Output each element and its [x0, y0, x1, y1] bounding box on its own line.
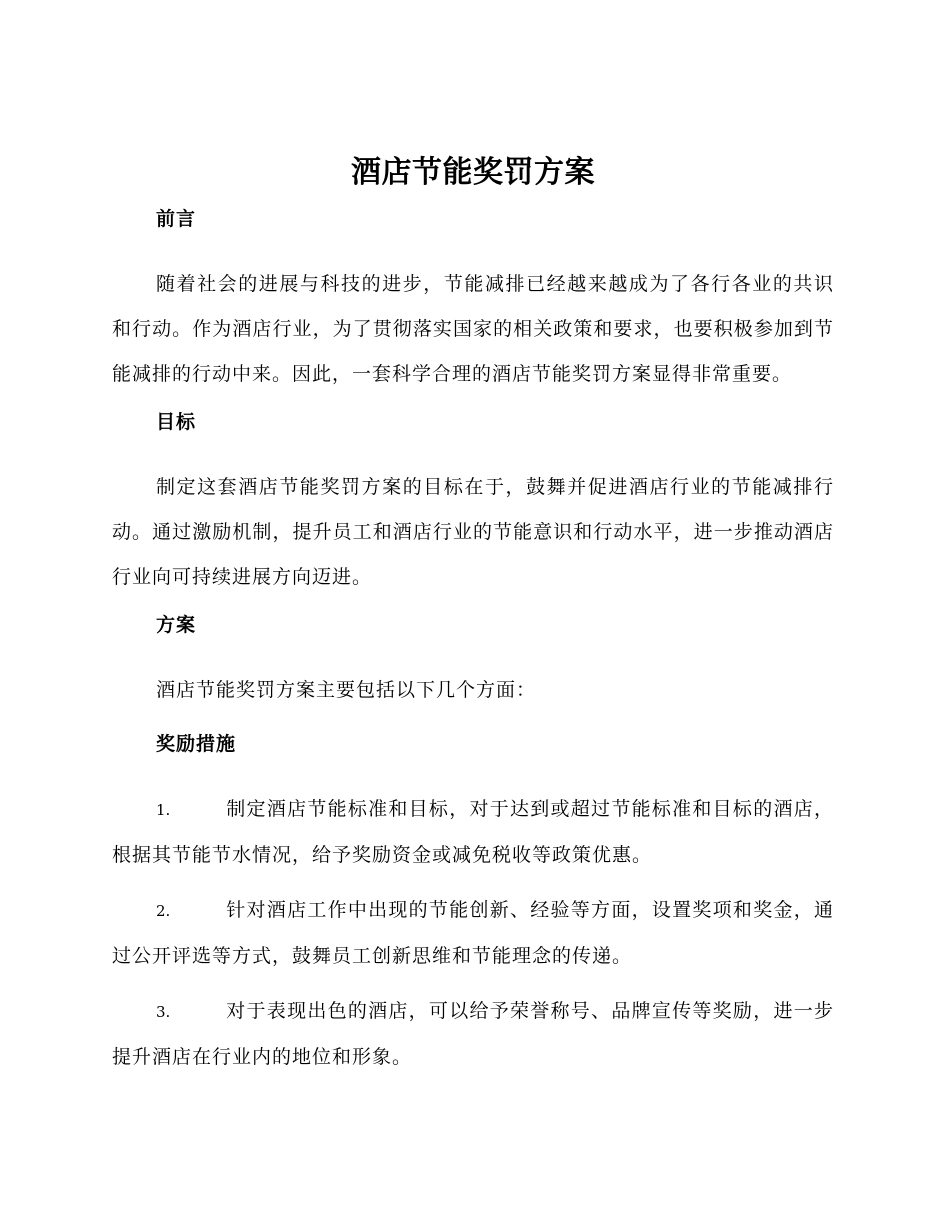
- goal-paragraph: 制定这套酒店节能奖罚方案的目标在于，鼓舞并促进酒店行业的节能减排行动。通过激励机制，提升员工和酒店行业的节能意识和行动水平，进一步推动酒店行业向可持续进展方向迈进。: [112, 476, 834, 588]
- list-item-number: 1.: [156, 801, 171, 819]
- list-item: [112, 787, 834, 878]
- section-heading-plan: 方案: [156, 614, 197, 636]
- section-heading-goal: 目标: [156, 411, 197, 433]
- list-item: [112, 888, 834, 979]
- list-item-text: 制定酒店节能标准和目标，对于达到或超过节能标准和目标的酒店，根据其节能节水情况，给予奖励资金或减免税收等政策优惠。: [112, 798, 834, 866]
- plan-paragraph: 酒店节能奖罚方案主要包括以下几个方面：: [156, 679, 537, 701]
- list-item-number: 2.: [156, 902, 171, 920]
- list-item: [112, 989, 834, 1080]
- section-heading-rewards: 奖励措施: [156, 733, 237, 755]
- list-item-number: 3.: [156, 1003, 171, 1021]
- document-content: [112, 150, 834, 1090]
- list-item-text: 对于表现出色的酒店，可以给予荣誉称号、品牌宣传等奖励，进一步提升酒店在行业内的地位和形象。: [112, 1000, 834, 1068]
- section-heading-preface: 前言: [156, 208, 197, 230]
- document-title: 酒店节能奖罚方案: [351, 155, 595, 190]
- preface-paragraph: 随着社会的进展与科技的进步，节能减排已经越来越成为了各行各业的共识和行动。作为酒店行业，为了贯彻落实国家的相关政策和要求，也要积极参加到节能减排的行动中来。因此，一套科学合理的酒店节能奖罚方案显得非常重要。: [112, 273, 834, 385]
- list-item-text: 针对酒店工作中出现的节能创新、经验等方面，设置奖项和奖金，通过公开评选等方式，鼓舞员工创新思维和节能理念的传递。: [112, 899, 834, 967]
